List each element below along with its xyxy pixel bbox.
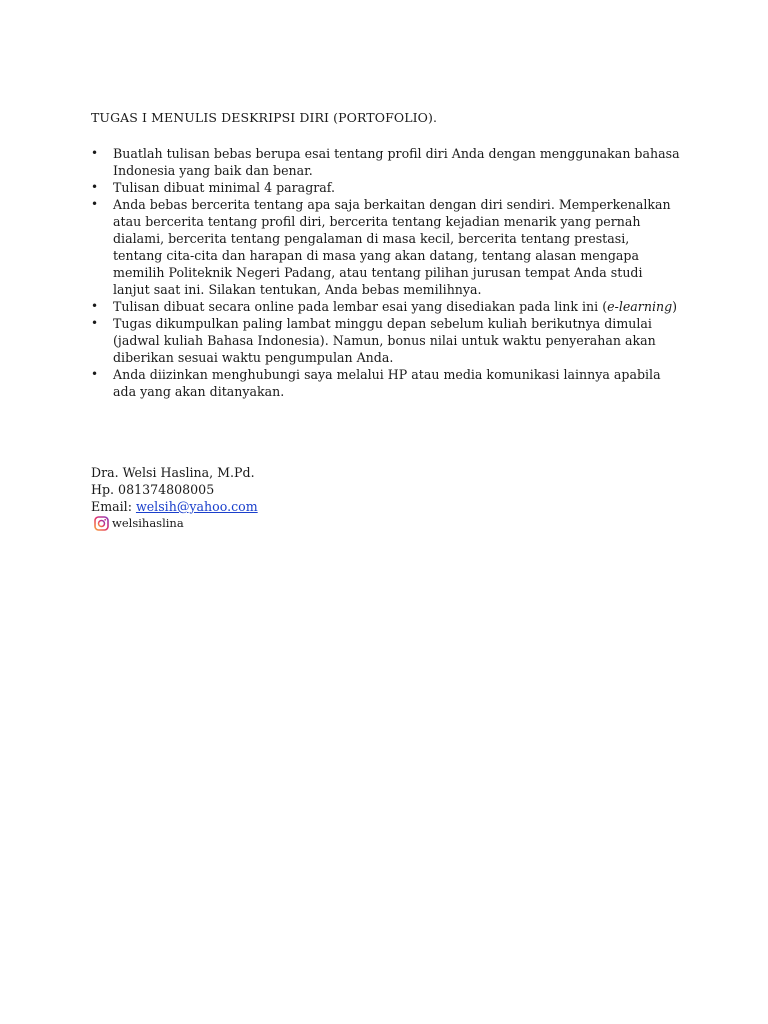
instagram-handle: welsihaslina — [112, 516, 184, 530]
signature-phone: Hp. 081374808005 — [91, 482, 215, 497]
document-title: TUGAS I MENULIS DESKRIPSI DIRI (PORTOFOLIO). — [91, 110, 438, 125]
list-item-text: Anda diizinkan menghubungi saya melalui HP atau media komunikasi lainnya apabila ada yang akan ditanyakan. — [113, 367, 661, 399]
bullet-icon: • — [91, 146, 99, 160]
list-item — [91, 298, 681, 315]
list-item — [91, 315, 681, 366]
list-item-text: Buatlah tulisan bebas berupa esai tentang profil diri Anda dengan menggunakan bahasa Indonesia yang baik dan benar. — [113, 146, 680, 178]
list-item — [91, 196, 681, 298]
list-item — [91, 145, 681, 179]
list-item-text-after: ) — [672, 299, 678, 314]
list-item-text: Tugas dikumpulkan paling lambat minggu depan sebelum kuliah berikutnya dimulai (jadwal kuliah Bahasa Indonesia). Namun, bonus nilai untuk waktu penyerahan akan diberikan sesuai waktu pengumpulan Anda. — [113, 316, 656, 365]
signature-email-line — [91, 498, 258, 515]
signature-block — [91, 464, 258, 532]
bullet-icon: • — [91, 197, 99, 211]
list-item-text-before: Tulisan dibuat secara online pada lembar esai yang disediakan pada link ini ( — [113, 299, 608, 314]
list-item-text: Anda bebas bercerita tentang apa saja berkaitan dengan diri sendiri. Memperkenalkan atau bercerita tentang profil diri, bercerita tentang kejadian menarik yang pernah dialami, bercerita tentang pengalaman di masa kecil, bercerita tentang prestasi, tentang cita-cita dan harapan di masa yang akan datang, tentang alasan mengapa memilih Politeknik Negeri Padang, atau tentang pilihan jurusan tempat Anda studi lanjut saat ini. Silakan tentukan, Anda bebas memilihnya. — [113, 197, 671, 297]
email-link[interactable]: welsih@yahoo.com — [135, 499, 258, 514]
signature-name: Dra. Welsi Haslina, M.Pd. — [91, 465, 255, 480]
bullet-icon: • — [91, 367, 99, 381]
list-item — [91, 179, 681, 196]
instruction-list — [91, 145, 681, 400]
instagram-line — [91, 515, 258, 532]
bullet-icon: • — [91, 316, 99, 330]
email-label: Email: — [91, 499, 136, 514]
list-item — [91, 366, 681, 400]
list-item-text: Tulisan dibuat minimal 4 paragraf. — [113, 180, 335, 195]
instagram-icon — [94, 516, 109, 531]
e-learning-text: e-learning — [607, 299, 673, 314]
bullet-icon: • — [91, 180, 99, 194]
bullet-icon: • — [91, 299, 99, 313]
